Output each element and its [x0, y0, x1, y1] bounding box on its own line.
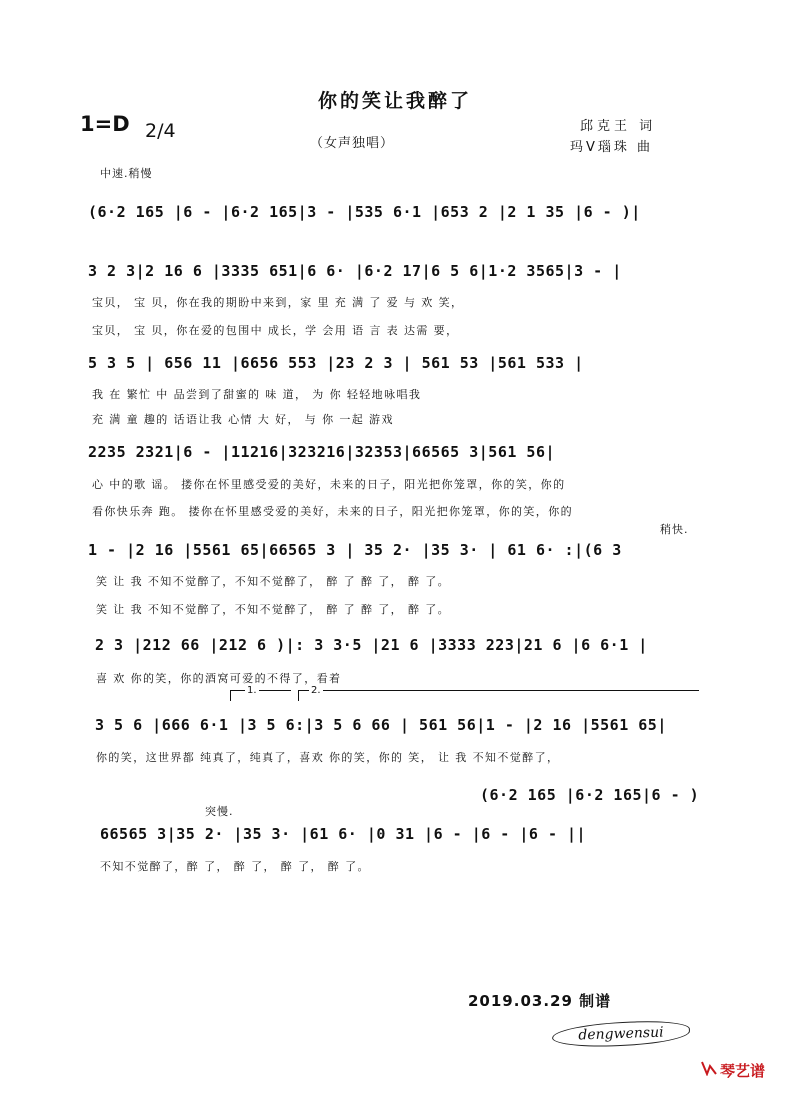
- time-signature: 2/4: [145, 120, 176, 142]
- notation-line-1: (6·2 165 |6 - |6·2 165|3 - |535 6·1 |653 2 |2 1 35 |6 - )|: [88, 203, 641, 221]
- transcription-date: 2019.03.29 制谱: [468, 992, 612, 1010]
- tempo-faster-marking: 稍快.: [660, 523, 689, 536]
- volta-brackets: [230, 685, 700, 704]
- logo-icon: [700, 1060, 718, 1080]
- second-ending-bracket: [298, 685, 699, 701]
- site-logo[interactable]: [700, 1060, 765, 1081]
- lyric-line-3-verse-2: 充 满 童 趣的 话语让我 心情 大 好， 与 你 一起 游戏: [92, 413, 394, 426]
- logo-text: 琴艺谱: [720, 1062, 766, 1080]
- lyricist-credit: 邱克王 词: [580, 119, 657, 134]
- lyric-line-4-verse-1: 心 中的歌 谣。 搂你在怀里感受爱的美好，未来的日子，阳光把你笼罩，你的笑，你的: [92, 478, 566, 491]
- tempo-marking: 中速.稍慢: [100, 167, 153, 180]
- notation-line-6: 2 3 |212 66 |212 6 )|: 3 3·5 |21 6 |3333 223|21 6 |6 6·1 |: [95, 636, 648, 654]
- notation-line-3: 5 3 5 | 656 11 |6656 553 |23 2 3 | 561 53 |561 533 |: [88, 354, 584, 372]
- notation-line-7: 3 5 6 |666 6·1 |3 5 6:|3 5 6 66 | 561 56|1 - |2 16 |5561 65|: [95, 716, 667, 734]
- signature: dengwensui: [552, 1020, 691, 1049]
- first-ending-label: 1.: [247, 685, 257, 696]
- lyric-line-9: 不知不觉醉了，醉 了， 醉 了， 醉 了， 醉 了。: [100, 860, 370, 873]
- lyric-line-5-verse-2: 笑 让 我 不知不觉醉了，不知不觉醉了， 醉 了 醉 了， 醉 了。: [96, 603, 451, 616]
- composer-credit: 玛V瑙珠 曲: [570, 140, 654, 155]
- lyric-line-3-verse-1: 我 在 繁忙 中 品尝到了甜蜜的 味 道， 为 你 轻轻地咏唱我: [92, 388, 422, 401]
- tempo-slow-marking: 突慢.: [205, 805, 234, 818]
- lyric-line-2-verse-2: 宝贝， 宝 贝，你在爱的包围中 成长，学 会用 语 言 表 达需 要，: [92, 324, 459, 337]
- lyric-line-4-verse-2: 看你快乐奔 跑。 搂你在怀里感受爱的美好，未来的日子，阳光把你笼罩，你的笑，你的: [92, 505, 573, 518]
- lyric-line-2-verse-1: 宝贝， 宝 贝，你在我的期盼中来到，家 里 充 满 了 爱 与 欢 笑，: [92, 296, 464, 309]
- second-ending-label: 2.: [311, 685, 321, 696]
- key-signature: 1=D: [80, 112, 130, 136]
- notation-line-9: 66565 3|35 2· |35 3· |61 6· |0 31 |6 - |6 - |6 - ||: [100, 825, 587, 843]
- song-title: 你的笑让我醉了: [317, 90, 472, 112]
- lyric-line-7: 你的笑，这世界都 纯真了，纯真了，喜欢 你的笑，你的 笑， 让 我 不知不觉醉了，: [96, 751, 560, 764]
- notation-line-8: (6·2 165 |6·2 165|6 - ): [480, 786, 700, 804]
- notation-line-5: 1 - |2 16 |5561 65|66565 3 | 35 2· |35 3· | 61 6· :|(6 3: [88, 541, 622, 559]
- notation-line-2: 3 2 3|2 16 6 |3335 651|6 6· |6·2 17|6 5 6|1·2 3565|3 - |: [88, 262, 622, 280]
- lyric-line-6: 喜 欢 你的笑，你的酒窝可爱的不得了，看着: [96, 672, 342, 685]
- first-ending-bracket: [230, 685, 291, 701]
- lyric-line-5-verse-1: 笑 让 我 不知不觉醉了，不知不觉醉了， 醉 了 醉 了， 醉 了。: [96, 575, 451, 588]
- performance-note: （女声独唱）: [310, 136, 395, 151]
- notation-line-4: 2235 2321|6 - |11216|323216|32353|66565 3|561 56|: [88, 443, 556, 461]
